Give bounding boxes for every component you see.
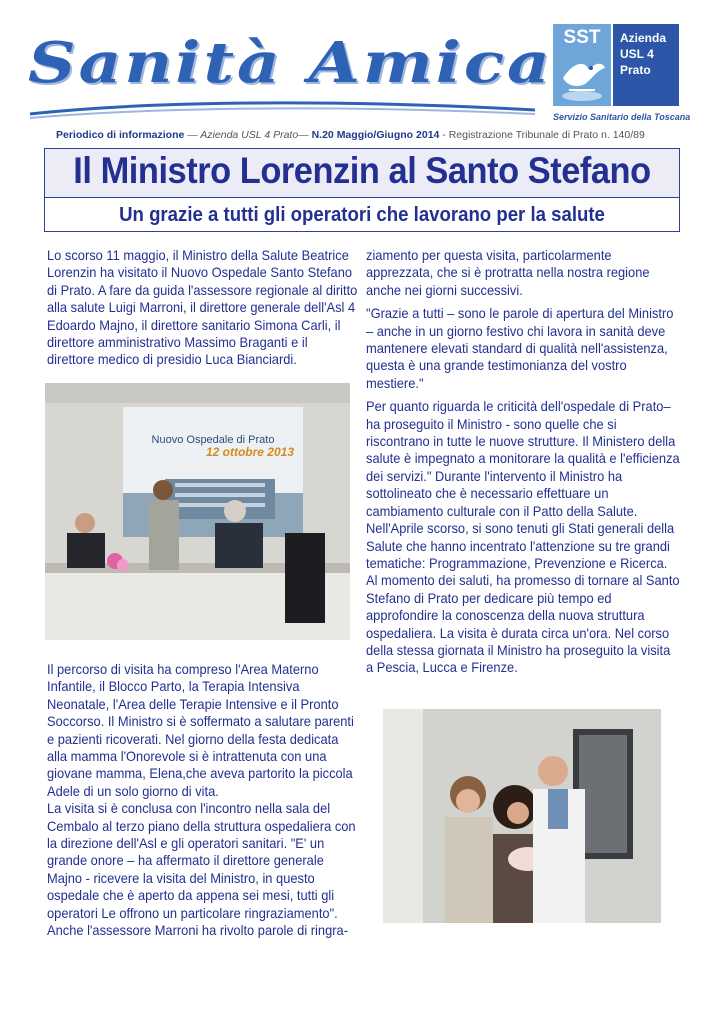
banner-line2: 12 ottobre 2013	[205, 445, 295, 459]
article-title: Il Ministro Lorenzin al Santo Stefano	[73, 150, 651, 191]
paragraph-criticita: Per quanto riguarda le criticità dell'ospedale di Prato– ha proseguito il Ministro - sono quelle che si riscontrano in tutte le nuove strutture. Il Ministero della salute è impegnato a monitorare la qualità e l'efficienza dei servizi." Durante l'intervento il Ministro ha sottolineato che è necessario effettuare un cambiamento culturale con il Patto della Salute. Nell'Aprile scorso, si sono tenuti gli Stati generali della Salute che hanno incentrato l'attenzione su tre grandi tematiche: Programmazione, Prevenzione e Ricerca. Al momento dei saluti, ha promesso di tornare al Santo Stefano di Prato per dedicare più tempo ed approfondire la conoscenza della nuova struttura ospedaliera. La visita è durata circa un'ora. Nel corso della stessa giornata il Ministro ha proseguito la visita a Pescia, Lucca e Firenze.	[366, 398, 680, 676]
logo-azienda-line2: USL 4	[620, 47, 654, 61]
bird-logo-icon	[555, 48, 609, 104]
info-periodico: Periodico di informazione	[56, 129, 185, 141]
paragraph-grazie: "Grazie a tutti – sono le parole di apertura del Ministro – anche in un giorno festivo chi lavora in sanità deve mantenere elevati standard di qualità nell'assistenza, questa è una grande testimonianza del vostro mestiere."	[366, 305, 674, 391]
masthead-title: Sanità Amica	[28, 29, 553, 96]
info-issue: N.20 Maggio/Giugno 2014	[311, 129, 440, 141]
column-left-bottom	[47, 661, 358, 940]
paragraph-intro: Lo scorso 11 maggio, il Ministro della Salute Beatrice Lorenzin ha visitato il Nuovo Ospedale Santo Stefano di Prato. A fare da guida l'assessore regionale al diritto alla salute Luigi Marroni, il direttore generale dell'Asl 4 Edoardo Majno, il direttore sanitario Simona Carli, il direttore amministrativo Massimo Braganti e il direttore medico di presidio Luca Bianciardi.	[47, 247, 358, 368]
info-registration: - Registrazione Tribunale di Prato n. 140/89	[439, 129, 645, 141]
paragraph-conclusa: La visita si è conclusa con l'incontro nella sala del Cembalo al terzo piano della struttura ospedaliera con la direzione dell'Asl e gli operatori sanitari. "E' un grande onore – ha affermato il direttore generale Majno - ricevere la visita del Ministro, in questo ospedale che è aperto da appena sei mesi, tutti gli operatori Le offrono un particolare ringraziamento".	[47, 800, 356, 921]
column-right	[366, 247, 681, 677]
paragraph-percorso: Il percorso di visita ha compreso l'Area Materno Infantile, il Blocco Parto, la Terapia Intensiva Neonatale, l'Area delle Terapie Intensive e il Pronto Soccorso. Il Ministro si è soffermato a salutare parenti e pazienti ricoverati. Nel giorno della festa dedicata alla mamma l'Onorevole si è intrattenuta con una giovane mamma, Elena,che aveva partorito la piccola Adele di un solo giorno di vita.	[47, 661, 354, 799]
logo-azienda-line1: Azienda	[620, 31, 667, 45]
banner-line1: Nuovo Ospedale di Prato	[151, 434, 275, 446]
info-azienda: — Azienda USL 4 Prato—	[184, 129, 312, 141]
logo-azienda-block	[613, 24, 679, 106]
paragraph-marroni: Anche l'assessore Marroni ha rivolto parole di ringra-	[47, 922, 348, 939]
photo-mother-baby-image	[383, 709, 661, 923]
logo-sst-block	[553, 24, 611, 106]
logo-sst-text: SST	[563, 27, 601, 48]
masthead-swoosh	[20, 96, 540, 124]
photo-conference	[45, 383, 350, 640]
logo-caption: Servizio Sanitario della Toscana	[553, 112, 691, 122]
paragraph-ringraziamento: ziamento per questa visita, particolarmente apprezzata, che si è protratta nella nostra regione anche nei giorni successivi.	[366, 247, 650, 298]
publication-info-line	[56, 129, 696, 141]
article-subtitle: Un grazie a tutti gli operatori che lavorano per la salute	[119, 204, 605, 226]
photo-mother-baby	[383, 709, 661, 923]
logo-azienda-line3: Prato	[620, 63, 651, 77]
photo-conference-image	[45, 383, 350, 640]
column-left-top	[47, 247, 358, 369]
